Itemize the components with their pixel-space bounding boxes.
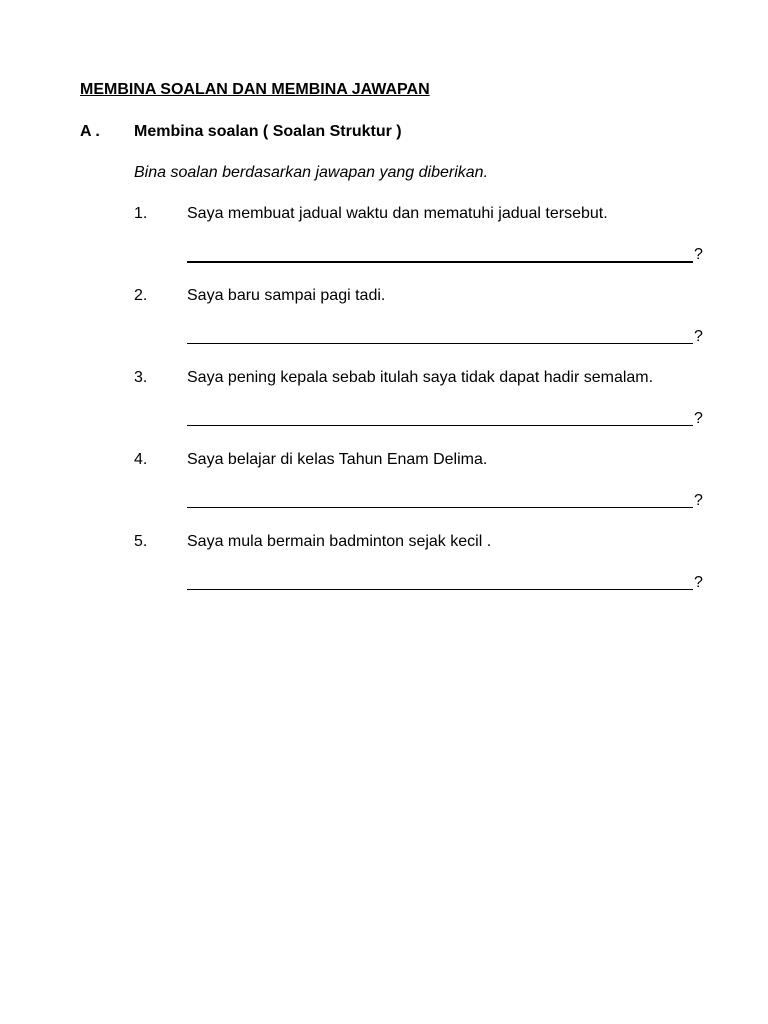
question-number: 5. [134, 533, 148, 550]
question-mark: ? [694, 328, 703, 345]
worksheet-title: MEMBINA SOALAN DAN MEMBINA JAWAPAN [80, 81, 430, 98]
question-text: Saya pening kepala sebab itulah saya tidak dapat hadir semalam. [187, 369, 654, 386]
answer-line[interactable] [187, 507, 693, 508]
question-number: 2. [134, 287, 148, 304]
question-text: Saya baru sampai pagi tadi. [187, 287, 386, 304]
question-mark: ? [694, 410, 703, 427]
question-number: 3. [134, 369, 148, 386]
answer-line[interactable] [187, 425, 693, 426]
answer-line[interactable] [187, 589, 693, 590]
question-mark: ? [694, 246, 703, 263]
question-text: Saya belajar di kelas Tahun Enam Delima. [187, 451, 488, 468]
question-item-4 [0, 451, 768, 511]
question-text: Saya mula bermain badminton sejak kecil . [187, 533, 492, 550]
question-number: 4. [134, 451, 148, 468]
question-text: Saya membuat jadual waktu dan mematuhi jadual tersebut. [187, 205, 608, 222]
answer-line[interactable] [187, 343, 693, 344]
question-mark: ? [694, 492, 703, 509]
question-item-1 [0, 205, 768, 265]
answer-line[interactable] [187, 261, 693, 263]
question-item-5 [0, 533, 768, 593]
section-marker: A . [80, 123, 100, 140]
question-mark: ? [694, 574, 703, 591]
question-item-2 [0, 287, 768, 347]
question-number: 1. [134, 205, 148, 222]
question-item-3 [0, 369, 768, 429]
section-heading: Membina soalan ( Soalan Struktur ) [134, 123, 402, 140]
instruction-text: Bina soalan berdasarkan jawapan yang diberikan. [134, 164, 489, 181]
